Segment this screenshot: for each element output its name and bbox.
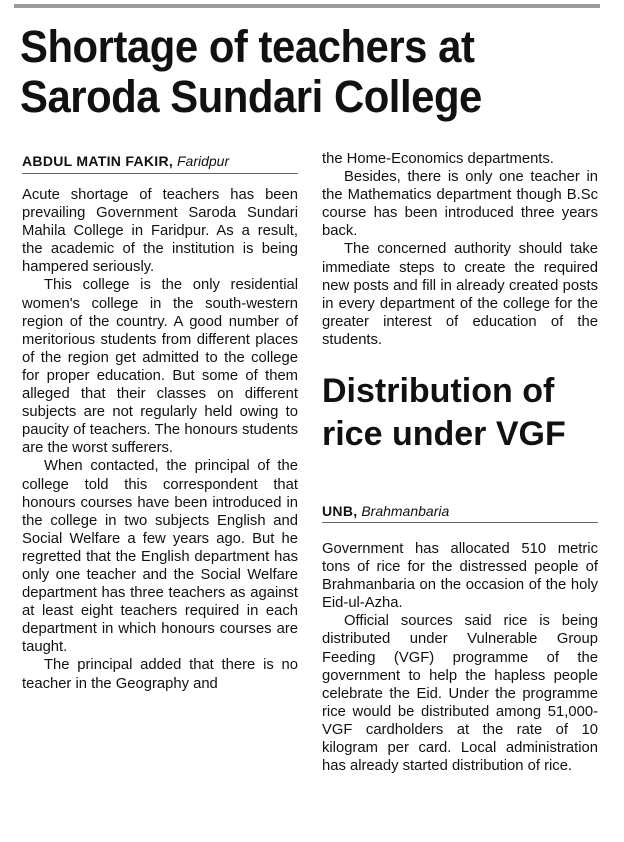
paragraph: The concerned authority should take immediate steps to create the required new posts and fill in already created posts in every department of the college for the greater interest of education of the students.	[322, 241, 598, 348]
byline-place: Brahmanbaria	[361, 503, 450, 519]
headline: Shortage of teachers at Saroda Sundari College	[20, 21, 482, 122]
byline	[22, 152, 298, 170]
byline-author: UNB,	[322, 503, 358, 519]
paragraph: Acute shortage of teachers has been prevailing Government Saroda Sundari Mahila College in Faridpur. As a result, the academic of the institution is being hampered seriously.	[22, 187, 298, 276]
article-column-2	[322, 150, 598, 349]
byline-place: Faridpur	[177, 153, 230, 169]
byline-rule	[322, 522, 598, 523]
sub-headline: Distribution of rice under VGF	[322, 372, 566, 453]
article-column-3	[322, 540, 598, 775]
paragraph: When contacted, the principal of the college told this correspondent that honours courses have been introduced in the college in two subjects English and Social Welfare a few years ago. But he regretted that the English department has only one teacher and the Social Welfare department has three teachers as against at least eight teachers required in each department in which honours courses are taught.	[22, 458, 298, 656]
byline-rule	[22, 173, 298, 174]
paragraph: Besides, there is only one teacher in the Mathematics department though B.Sc course has been introduced three years back.	[322, 169, 598, 240]
byline-author: ABDUL MATIN FAKIR,	[22, 153, 174, 169]
paragraph: The principal added that there is no teacher in the Geography and	[22, 657, 298, 692]
paragraph: Government has allocated 510 metric tons of rice for the distressed people of Brahmanbaria on the occasion of the holy Eid-ul-Azha.	[322, 541, 598, 612]
paragraph: This college is the only residential women's college in the south-western region of the country. A good number of meritorious students from different places of the region get admitted to the college for proper education. But some of them alleged that their classes on different subjects are not regularly held owing to paucity of teachers. The honours students are the worst sufferers.	[22, 277, 298, 457]
article-column-1	[22, 186, 298, 693]
top-rule	[14, 4, 600, 8]
paragraph: the Home-Economics departments.	[322, 151, 554, 167]
byline	[322, 502, 598, 520]
paragraph: Official sources said rice is being distributed under Vulnerable Group Feeding (VGF) programme of the government to help the hapless people celebrate the Eid. Under the programme rice would be distributed among 51,000-VGF cardholders at the rate of 10 kilogram per card. Local administration has already started distribution of rice.	[322, 613, 598, 775]
